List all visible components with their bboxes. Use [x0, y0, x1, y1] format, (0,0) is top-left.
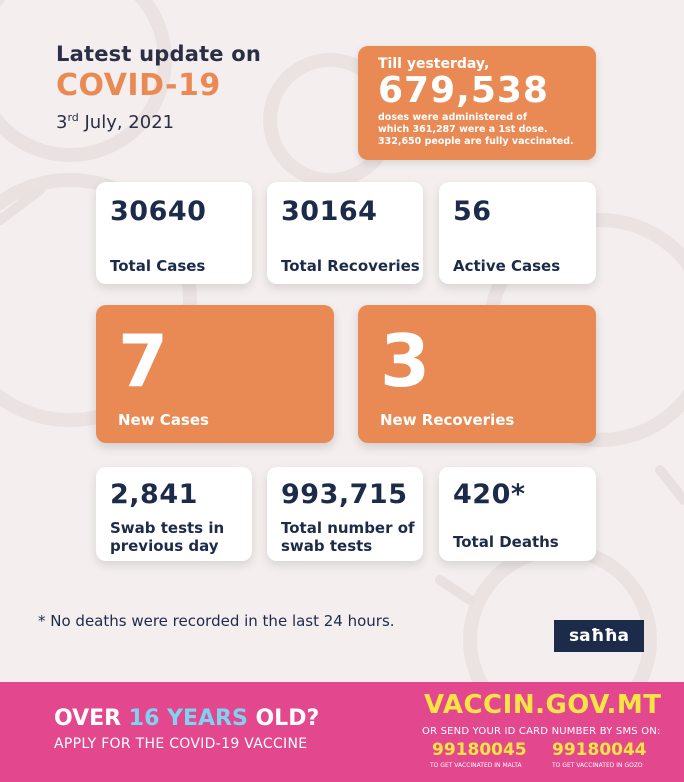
active-cases-label: Active Cases: [453, 257, 561, 275]
swab-tests-previous-day-card: [96, 467, 252, 561]
sms-instructions: OR SEND YOUR ID CARD NUMBER BY SMS ON:: [422, 726, 661, 737]
total-swab-tests-card: [267, 467, 423, 561]
note-malta: TO GET VACCINATED IN MALTA: [430, 762, 522, 769]
new-cases-value: 7: [118, 319, 169, 403]
sahha-logo: saħħa: [554, 620, 644, 652]
vaccine-website-link[interactable]: VACCIN.GOV.MT: [424, 690, 662, 720]
swab-tests-previous-day-label: Swab tests in previous day: [110, 519, 225, 555]
banner-age-headline: OVER 16 YEARS OLD?: [54, 706, 320, 731]
deaths-footnote: * No deaths were recorded in the last 24 hours.: [38, 612, 395, 630]
first-dose-count: 361,287: [412, 124, 456, 135]
swab-tests-previous-day-value: 2,841: [110, 479, 198, 510]
total-doses: 679,538: [378, 70, 549, 111]
phone-malta: 99180045: [432, 740, 527, 760]
note-gozo: TO GET VACCINATED IN GOZO: [552, 762, 643, 769]
new-recoveries-value: 3: [380, 319, 431, 403]
vaccine-banner: [0, 682, 684, 782]
total-recoveries-label: Total Recoveries: [281, 257, 420, 275]
total-deaths-card: [439, 467, 596, 561]
total-swab-tests-value: 993,715: [281, 479, 408, 510]
total-cases-card: [96, 182, 252, 284]
total-deaths-label: Total Deaths: [453, 533, 559, 551]
total-deaths-value: 420*: [453, 479, 526, 510]
header-subject: COVID-19: [56, 68, 221, 103]
banner-apply-text: APPLY FOR THE COVID-19 VACCINE: [54, 736, 308, 752]
total-cases-value: 30640: [110, 196, 207, 227]
new-cases-label: New Cases: [118, 411, 209, 429]
header-title: Latest update on: [56, 42, 262, 66]
phone-gozo: 99180044: [552, 740, 647, 760]
fully-vaccinated-count: 332,650: [378, 136, 422, 147]
total-swab-tests-label: Total number of swab tests: [281, 519, 415, 555]
vaccination-summary: [358, 46, 596, 160]
total-cases-label: Total Cases: [110, 257, 206, 275]
total-recoveries-card: [267, 182, 423, 284]
total-recoveries-value: 30164: [281, 196, 378, 227]
vaccination-details: doses were administered of which 361,287 were a 1st dose. 332,650 people are fully vaccinated.: [378, 112, 574, 147]
report-date: 3rd July, 2021: [56, 111, 175, 133]
vaccination-intro: Till yesterday,: [378, 56, 490, 72]
active-cases-value: 56: [453, 196, 492, 227]
new-recoveries-card: [358, 305, 596, 443]
new-cases-card: [96, 305, 334, 443]
header: [56, 42, 261, 133]
new-recoveries-label: New Recoveries: [380, 411, 515, 429]
active-cases-card: [439, 182, 596, 284]
